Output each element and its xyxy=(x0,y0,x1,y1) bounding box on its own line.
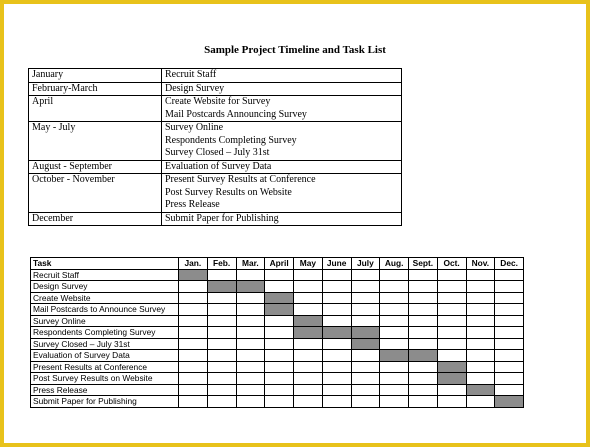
timeline-task: Design Survey xyxy=(165,82,225,94)
gantt-empty-cell xyxy=(179,361,208,373)
timeline-row xyxy=(29,122,402,161)
gantt-empty-cell xyxy=(265,338,294,350)
gantt-empty-cell xyxy=(351,396,380,408)
gantt-month-header: Nov. xyxy=(466,258,495,270)
gantt-empty-cell xyxy=(466,361,495,373)
gantt-empty-cell xyxy=(322,304,351,316)
gantt-empty-cell xyxy=(265,373,294,385)
gantt-task-header: Task xyxy=(31,258,179,270)
timeline-period: October - November xyxy=(29,174,162,213)
gantt-empty-cell xyxy=(322,361,351,373)
timeline-row xyxy=(29,82,402,96)
gantt-empty-cell xyxy=(351,281,380,293)
gantt-empty-cell xyxy=(265,350,294,362)
gantt-empty-cell xyxy=(236,269,265,281)
gantt-task-name: Survey Online xyxy=(31,315,179,327)
gantt-empty-cell xyxy=(207,361,236,373)
gantt-row xyxy=(31,384,524,396)
gantt-empty-cell xyxy=(437,338,466,350)
gantt-empty-cell xyxy=(351,269,380,281)
gantt-empty-cell xyxy=(207,373,236,385)
gantt-month-header: Jan. xyxy=(179,258,208,270)
gantt-empty-cell xyxy=(179,338,208,350)
gantt-empty-cell xyxy=(495,350,524,362)
gantt-empty-cell xyxy=(466,350,495,362)
gantt-bar-cell xyxy=(495,396,524,408)
gantt-task-name: Post Survey Results on Website xyxy=(31,373,179,385)
gantt-empty-cell xyxy=(437,350,466,362)
gantt-empty-cell xyxy=(351,304,380,316)
gantt-bar-cell xyxy=(236,281,265,293)
gantt-empty-cell xyxy=(179,327,208,339)
gantt-empty-cell xyxy=(495,281,524,293)
gantt-header-row xyxy=(31,258,524,270)
gantt-empty-cell xyxy=(409,327,438,339)
gantt-empty-cell xyxy=(236,327,265,339)
gantt-empty-cell xyxy=(322,373,351,385)
gantt-empty-cell xyxy=(179,350,208,362)
gantt-empty-cell xyxy=(380,304,409,316)
gantt-empty-cell xyxy=(179,292,208,304)
gantt-empty-cell xyxy=(351,350,380,362)
gantt-empty-cell xyxy=(294,396,323,408)
timeline-row xyxy=(29,212,402,226)
gantt-task-name: Submit Paper for Publishing xyxy=(31,396,179,408)
gantt-empty-cell xyxy=(351,292,380,304)
gantt-empty-cell xyxy=(495,361,524,373)
gantt-empty-cell xyxy=(294,384,323,396)
timeline-task: Present Survey Results at Conference xyxy=(165,174,316,185)
gantt-empty-cell xyxy=(409,396,438,408)
gantt-empty-cell xyxy=(207,327,236,339)
timeline-period: December xyxy=(29,212,162,226)
gantt-row xyxy=(31,373,524,385)
gantt-empty-cell xyxy=(236,373,265,385)
gantt-chart-table xyxy=(30,257,524,408)
timeline-tasks xyxy=(162,96,402,122)
timeline-tasks xyxy=(162,160,402,174)
gantt-empty-cell xyxy=(322,315,351,327)
gantt-bar-cell xyxy=(294,315,323,327)
gantt-empty-cell xyxy=(466,292,495,304)
gantt-empty-cell xyxy=(236,315,265,327)
gantt-empty-cell xyxy=(495,384,524,396)
gantt-empty-cell xyxy=(380,361,409,373)
gantt-empty-cell xyxy=(322,396,351,408)
gantt-empty-cell xyxy=(466,338,495,350)
gantt-month-header: Dec. xyxy=(495,258,524,270)
gantt-empty-cell xyxy=(294,350,323,362)
timeline-row xyxy=(29,160,402,174)
gantt-empty-cell xyxy=(207,292,236,304)
gantt-empty-cell xyxy=(265,327,294,339)
gantt-empty-cell xyxy=(265,396,294,408)
timeline-period: February-March xyxy=(29,82,162,96)
gantt-bar-cell xyxy=(466,384,495,396)
gantt-row xyxy=(31,281,524,293)
timeline-task: Survey Online xyxy=(165,122,224,133)
gantt-empty-cell xyxy=(380,315,409,327)
gantt-empty-cell xyxy=(380,269,409,281)
gantt-empty-cell xyxy=(409,292,438,304)
timeline-period: January xyxy=(29,69,162,83)
gantt-empty-cell xyxy=(409,304,438,316)
timeline-task: Press Release xyxy=(165,199,220,210)
timeline-task: Recruit Staff xyxy=(165,69,217,80)
gantt-empty-cell xyxy=(265,384,294,396)
gantt-task-name: Recruit Staff xyxy=(31,269,179,281)
timeline-task: Mail Postcards Announcing Survey xyxy=(165,108,307,120)
gantt-empty-cell xyxy=(179,373,208,385)
gantt-task-name: Press Release xyxy=(31,384,179,396)
gantt-empty-cell xyxy=(294,269,323,281)
gantt-empty-cell xyxy=(265,361,294,373)
gantt-row xyxy=(31,327,524,339)
gantt-empty-cell xyxy=(322,281,351,293)
gantt-task-name: Survey Closed – July 31st xyxy=(31,338,179,350)
gantt-empty-cell xyxy=(380,281,409,293)
gantt-empty-cell xyxy=(207,396,236,408)
gantt-empty-cell xyxy=(409,269,438,281)
timeline-task: Evaluation of Survey Data xyxy=(165,160,272,172)
gantt-bar-cell xyxy=(207,281,236,293)
gantt-empty-cell xyxy=(466,373,495,385)
gantt-empty-cell xyxy=(207,269,236,281)
gantt-empty-cell xyxy=(236,338,265,350)
gantt-bar-cell xyxy=(437,373,466,385)
gantt-empty-cell xyxy=(294,361,323,373)
gantt-month-header: May xyxy=(294,258,323,270)
gantt-empty-cell xyxy=(437,281,466,293)
gantt-month-header: July xyxy=(351,258,380,270)
gantt-bar-cell xyxy=(294,327,323,339)
gantt-task-name: Respondents Completing Survey xyxy=(31,327,179,339)
gantt-bar-cell xyxy=(351,327,380,339)
gantt-empty-cell xyxy=(322,384,351,396)
gantt-empty-cell xyxy=(236,384,265,396)
timeline-period: August - September xyxy=(29,160,162,174)
gantt-empty-cell xyxy=(409,281,438,293)
gantt-empty-cell xyxy=(380,396,409,408)
gantt-empty-cell xyxy=(351,384,380,396)
gantt-empty-cell xyxy=(351,315,380,327)
timeline-tasks xyxy=(162,69,402,83)
gantt-empty-cell xyxy=(207,338,236,350)
gantt-empty-cell xyxy=(179,281,208,293)
gantt-row xyxy=(31,304,524,316)
gantt-empty-cell xyxy=(495,315,524,327)
gantt-empty-cell xyxy=(322,350,351,362)
gantt-month-header: Sept. xyxy=(409,258,438,270)
gantt-task-name: Present Results at Conference xyxy=(31,361,179,373)
gantt-empty-cell xyxy=(265,269,294,281)
gantt-empty-cell xyxy=(495,304,524,316)
gantt-bar-cell xyxy=(437,361,466,373)
gantt-empty-cell xyxy=(294,373,323,385)
gantt-empty-cell xyxy=(236,292,265,304)
timeline-period: May - July xyxy=(29,122,162,161)
timeline-tasks xyxy=(162,212,402,226)
gantt-bar-cell xyxy=(265,292,294,304)
gantt-row xyxy=(31,292,524,304)
gantt-empty-cell xyxy=(466,396,495,408)
timeline-tasks xyxy=(162,82,402,96)
gantt-month-header: Feb. xyxy=(207,258,236,270)
gantt-empty-cell xyxy=(495,338,524,350)
gantt-empty-cell xyxy=(466,327,495,339)
gantt-bar-cell xyxy=(322,327,351,339)
gantt-empty-cell xyxy=(179,315,208,327)
gantt-empty-cell xyxy=(466,269,495,281)
gantt-bar-cell xyxy=(179,269,208,281)
gantt-row xyxy=(31,315,524,327)
timeline-tasks xyxy=(162,174,402,213)
timeline-task: Submit Paper for Publishing xyxy=(165,212,279,224)
gantt-empty-cell xyxy=(294,338,323,350)
gantt-empty-cell xyxy=(466,304,495,316)
gantt-empty-cell xyxy=(437,269,466,281)
gantt-empty-cell xyxy=(380,292,409,304)
gantt-empty-cell xyxy=(466,281,495,293)
gantt-empty-cell xyxy=(207,350,236,362)
gantt-empty-cell xyxy=(495,292,524,304)
gantt-empty-cell xyxy=(179,304,208,316)
gantt-empty-cell xyxy=(351,361,380,373)
gantt-empty-cell xyxy=(236,304,265,316)
gantt-row xyxy=(31,338,524,350)
gantt-month-header: Aug. xyxy=(380,258,409,270)
gantt-bar-cell xyxy=(265,304,294,316)
gantt-empty-cell xyxy=(409,373,438,385)
gantt-month-header: June xyxy=(322,258,351,270)
gantt-empty-cell xyxy=(466,315,495,327)
gantt-empty-cell xyxy=(294,292,323,304)
timeline-table xyxy=(28,68,402,226)
gantt-month-header: Mar. xyxy=(236,258,265,270)
gantt-empty-cell xyxy=(437,304,466,316)
gantt-bar-cell xyxy=(409,350,438,362)
gantt-empty-cell xyxy=(236,361,265,373)
document-title: Sample Project Timeline and Task List xyxy=(204,44,386,56)
gantt-empty-cell xyxy=(236,350,265,362)
gantt-empty-cell xyxy=(495,327,524,339)
timeline-task: Create Website for Survey xyxy=(165,96,271,107)
gantt-empty-cell xyxy=(351,373,380,385)
timeline-row xyxy=(29,69,402,83)
gantt-empty-cell xyxy=(265,281,294,293)
timeline-task: Respondents Completing Survey xyxy=(165,134,297,146)
gantt-empty-cell xyxy=(265,315,294,327)
gantt-empty-cell xyxy=(437,327,466,339)
gantt-empty-cell xyxy=(179,396,208,408)
gantt-row xyxy=(31,361,524,373)
gantt-empty-cell xyxy=(437,384,466,396)
gantt-empty-cell xyxy=(207,304,236,316)
timeline-row xyxy=(29,96,402,122)
gantt-empty-cell xyxy=(322,292,351,304)
gantt-empty-cell xyxy=(437,315,466,327)
gantt-empty-cell xyxy=(294,281,323,293)
gantt-task-name: Evaluation of Survey Data xyxy=(31,350,179,362)
timeline-task: Post Survey Results on Website xyxy=(165,186,292,198)
gantt-empty-cell xyxy=(380,338,409,350)
timeline-tasks xyxy=(162,122,402,161)
gantt-empty-cell xyxy=(207,384,236,396)
gantt-empty-cell xyxy=(294,304,323,316)
gantt-empty-cell xyxy=(409,338,438,350)
gantt-month-header: April xyxy=(265,258,294,270)
gantt-empty-cell xyxy=(437,292,466,304)
gantt-empty-cell xyxy=(409,315,438,327)
gantt-empty-cell xyxy=(236,396,265,408)
gantt-empty-cell xyxy=(322,338,351,350)
gantt-empty-cell xyxy=(437,396,466,408)
gantt-empty-cell xyxy=(179,384,208,396)
gantt-bar-cell xyxy=(380,350,409,362)
gantt-empty-cell xyxy=(409,384,438,396)
gantt-month-header: Oct. xyxy=(437,258,466,270)
gantt-empty-cell xyxy=(495,373,524,385)
gantt-empty-cell xyxy=(380,384,409,396)
timeline-task: Survey Closed – July 31st xyxy=(165,147,270,158)
gantt-empty-cell xyxy=(495,269,524,281)
gantt-row xyxy=(31,350,524,362)
gantt-bar-cell xyxy=(351,338,380,350)
gantt-empty-cell xyxy=(207,315,236,327)
gantt-empty-cell xyxy=(380,373,409,385)
gantt-empty-cell xyxy=(322,269,351,281)
timeline-period: April xyxy=(29,96,162,122)
gantt-row xyxy=(31,269,524,281)
gantt-task-name: Mail Postcards to Announce Survey xyxy=(31,304,179,316)
gantt-empty-cell xyxy=(380,327,409,339)
timeline-row xyxy=(29,174,402,213)
gantt-row xyxy=(31,396,524,408)
gantt-task-name: Design Survey xyxy=(31,281,179,293)
gantt-empty-cell xyxy=(409,361,438,373)
gantt-task-name: Create Website xyxy=(31,292,179,304)
